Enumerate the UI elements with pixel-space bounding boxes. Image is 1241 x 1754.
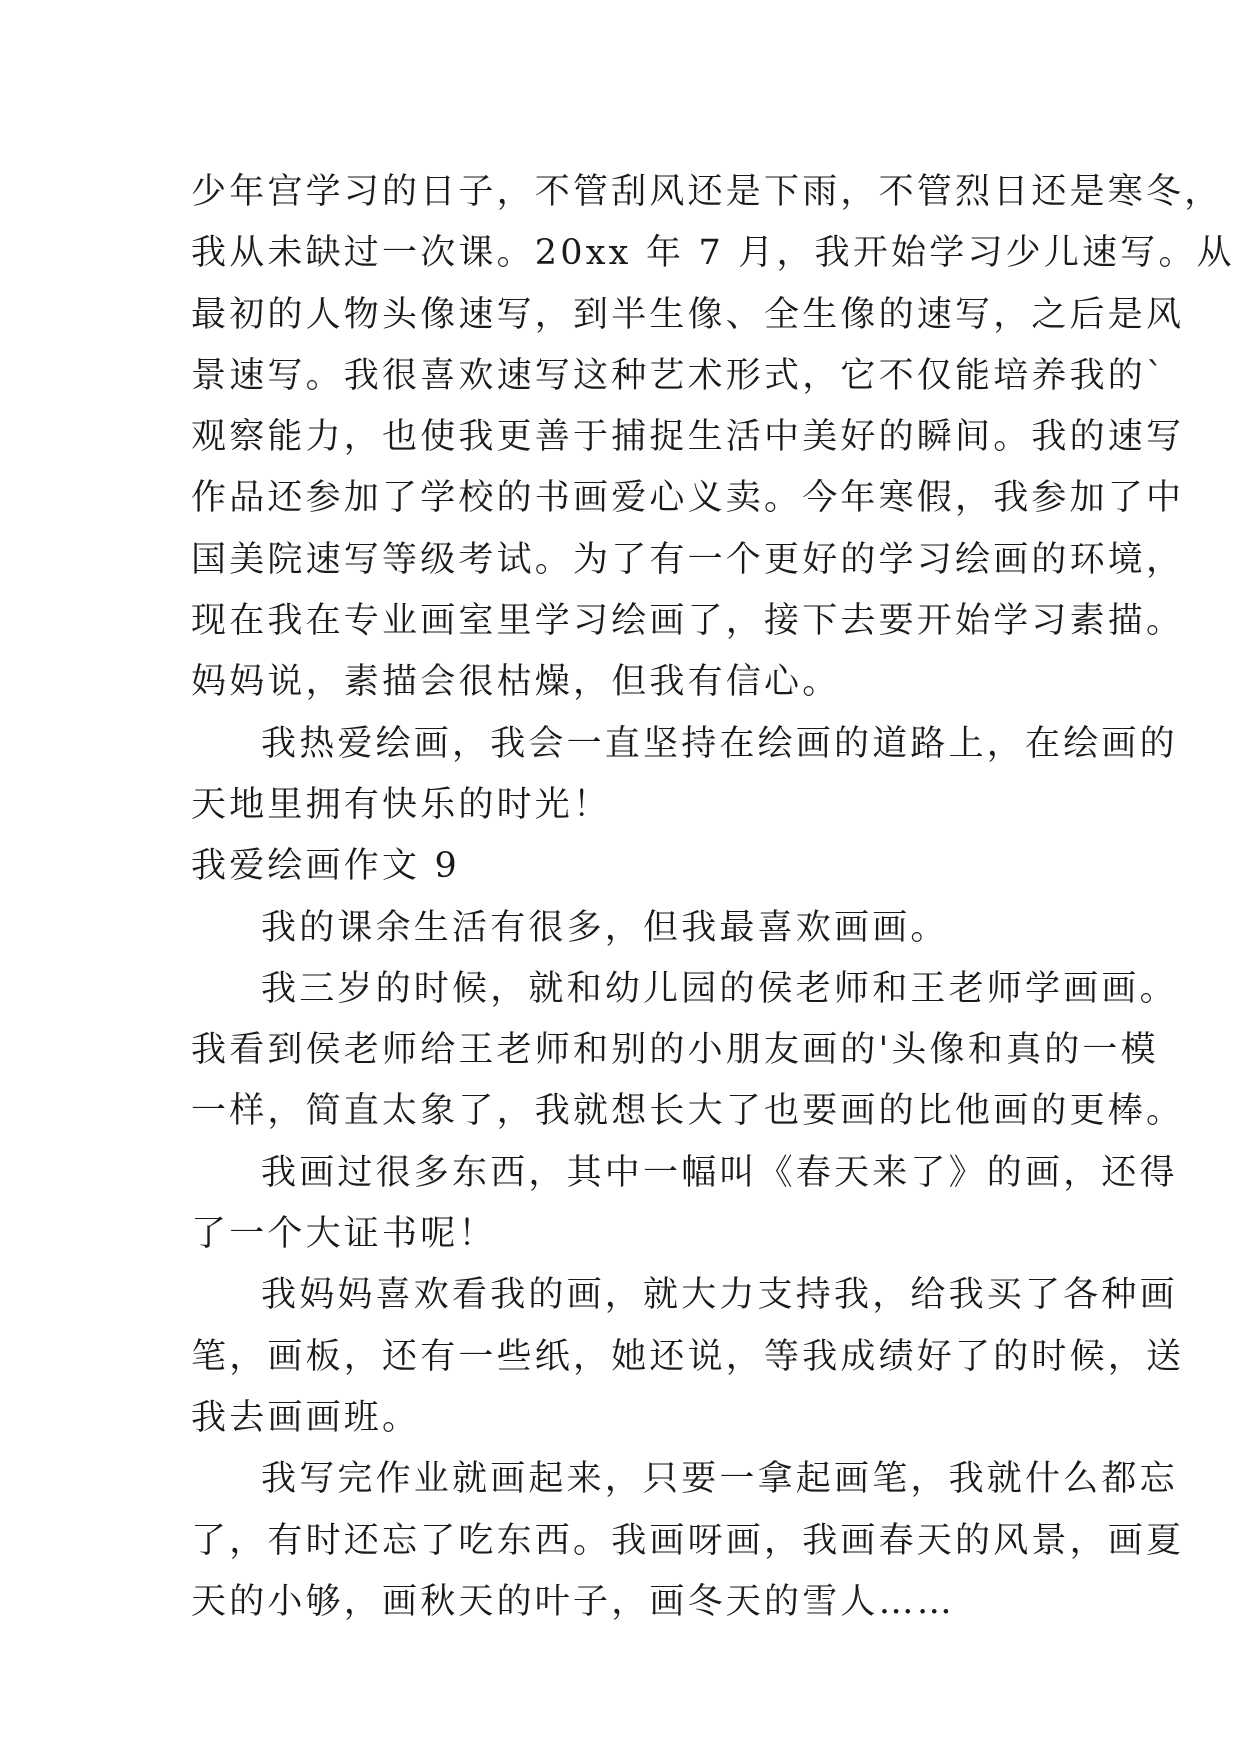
text-line: 少年宫学习的日子，不管刮风还是下雨，不管烈日还是寒冬，: [191, 172, 1223, 212]
text-line: 观察能力，也使我更善于捕捉生活中美好的瞬间。我的速写: [191, 417, 1185, 458]
text-line: 天地里拥有快乐的时光！: [191, 784, 612, 825]
text-line: 了，有时还忘了吃东西。我画呀画，我画春天的风景，画夏: [191, 1520, 1185, 1561]
document-body: [191, 162, 1235, 1633]
text-line: 笔，画板，还有一些纸，她还说，等我成绩好了的时候，送: [191, 1336, 1185, 1377]
text-line: 景速写。我很喜欢速写这种艺术形式，它不仅能培养我的`: [191, 355, 1167, 396]
text-line: 一样，简直太象了，我就想长大了也要画的比他画的更棒。: [191, 1091, 1185, 1132]
paragraph-first-line: 我妈妈喜欢看我的画，就大力支持我，给我买了各种画: [261, 1275, 1178, 1316]
text-line: 最初的人物头像速写，到半生像、全生像的速写，之后是风: [191, 294, 1185, 335]
text-line: 了一个大证书呢！: [191, 1214, 497, 1255]
text-line: 妈妈说，素描会很枯燥，但我有信心。: [191, 662, 841, 703]
text-line: 天的小够，画秋天的叶子，画冬天的雪人……: [191, 1581, 956, 1622]
paragraph-first-line: 我画过很多东西，其中一幅叫《春天来了》的画，还得: [261, 1152, 1178, 1193]
text-line: 我去画画班。: [191, 1397, 421, 1438]
paragraph-first-line: 我热爱绘画，我会一直坚持在绘画的道路上，在绘画的: [261, 723, 1178, 764]
paragraph-first-line: 我写完作业就画起来，只要一拿起画笔，我就什么都忘: [261, 1459, 1178, 1500]
text-line: 国美院速写等级考试。为了有一个更好的学习绘画的环境，: [191, 539, 1185, 580]
text-line: 作品还参加了学校的书画爱心义卖。今年寒假，我参加了中: [191, 478, 1185, 519]
text-line: 现在我在专业画室里学习绘画了，接下去要开始学习素描。: [191, 601, 1185, 642]
text-line: 我看到侯老师给王老师和别的小朋友画的'头像和真的一模: [191, 1030, 1159, 1071]
text-line: 我从未缺过一次课。20xx 年 7 月，我开始学习少儿速写。从: [191, 233, 1235, 274]
section-heading: 我爱绘画作文 9: [191, 846, 460, 887]
paragraph-first-line: 我三岁的时候，就和幼儿园的侯老师和王老师学画画。: [261, 968, 1178, 1009]
paragraph-first-line: 我的课余生活有很多，但我最喜欢画画。: [261, 907, 949, 948]
